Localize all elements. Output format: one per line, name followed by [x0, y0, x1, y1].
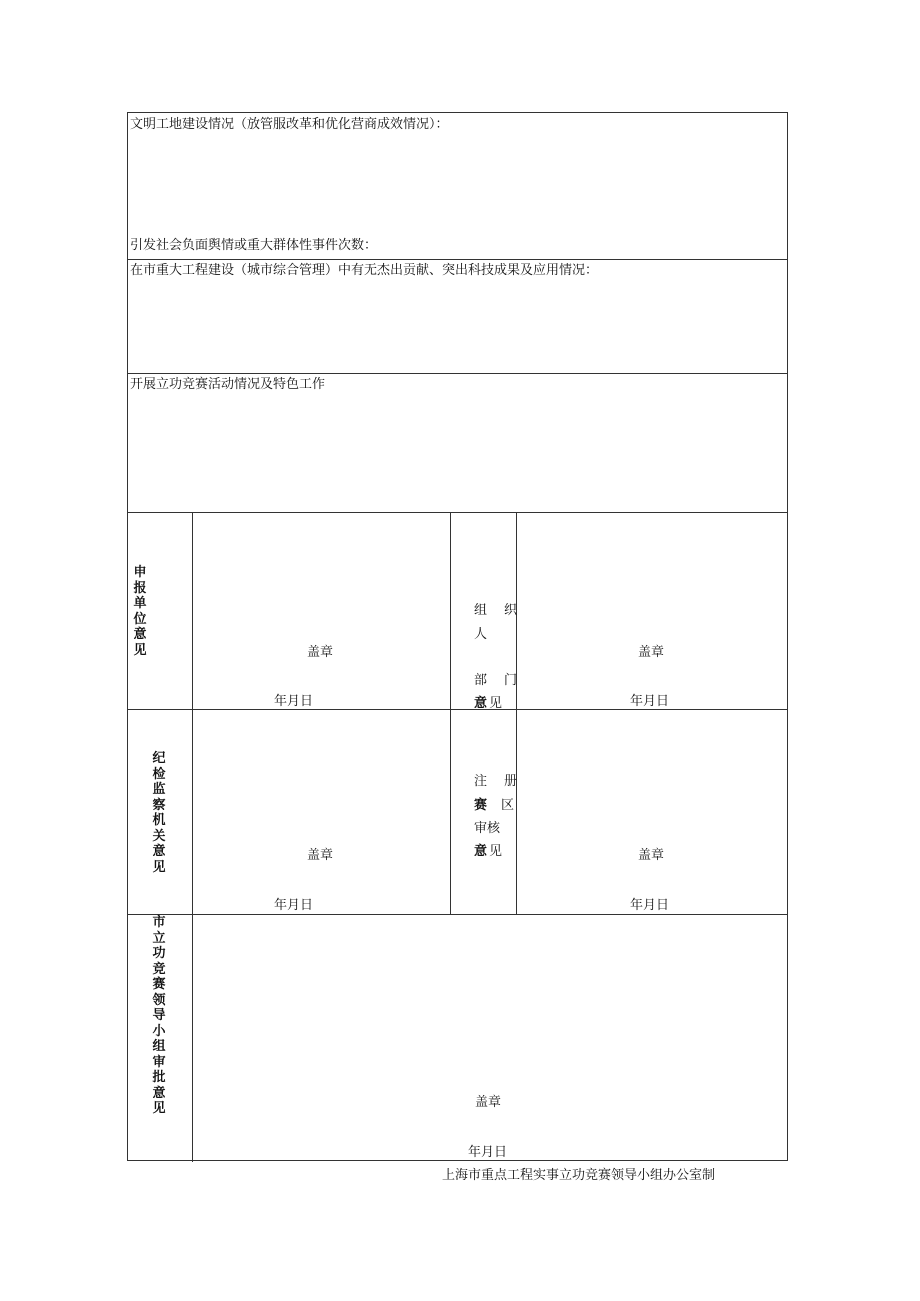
applicant-opinion-label: 申报单位意见: [133, 565, 147, 658]
date-text: 年月日: [468, 1145, 508, 1160]
date-text: 年月日: [274, 898, 314, 913]
discipline-opinion-label: 纪检监察机关意见: [152, 751, 166, 875]
footer-issuer: 上海市重点工程实事立功竞赛领导小组办公室制: [442, 1168, 716, 1183]
major-projects-label: 在市重大工程建设（城市综合管理）中有无杰出贡献、突出科技成果及应用情况：: [130, 263, 599, 278]
application-form-table: 文明工地建设情况（放管服改革和优化营商成效情况）： 引发社会负面舆情或重大群体性事件次数： 在市重大工程建设（城市综合管理）中有无杰出贡献、突出科技成果及应用情况： 开展立功竞赛活动情况及特色工作 申报单位意见 盖章 年月日 组 织 人 部 门 意 见 盖章 年月日 纪检监察机关意见 盖章 年月日 注 册 赛 区 审核 意 见 盖章 年月日 市立功竞赛领导小组审批意见 盖章 年月日: [127, 112, 788, 1161]
civilized-site-label: 文明工地建设情况（放管服改革和优化营商成效情况）：: [130, 117, 449, 132]
date-text: 年月日: [630, 898, 670, 913]
date-text: 年月日: [630, 694, 670, 709]
seal-text: 盖章: [307, 848, 334, 863]
seal-text: 盖章: [638, 848, 665, 863]
competition-activities-label: 开展立功竞赛活动情况及特色工作: [130, 377, 326, 392]
negative-events-label: 引发社会负面舆情或重大群体性事件次数：: [130, 238, 378, 253]
seal-text: 盖章: [307, 645, 334, 660]
seal-text: 盖章: [638, 645, 665, 660]
column-divider: [192, 512, 193, 1162]
row-divider: [128, 373, 787, 374]
row-divider: [128, 259, 787, 260]
row-divider: [128, 512, 787, 513]
column-divider: [450, 512, 451, 914]
row-divider: [128, 914, 787, 915]
leadership-approval-label: 市立功竞赛领导小组审批意见: [152, 915, 166, 1116]
column-divider: [516, 512, 517, 914]
seal-text: 盖章: [475, 1095, 502, 1110]
row-divider: [128, 709, 787, 710]
date-text: 年月日: [274, 694, 314, 709]
